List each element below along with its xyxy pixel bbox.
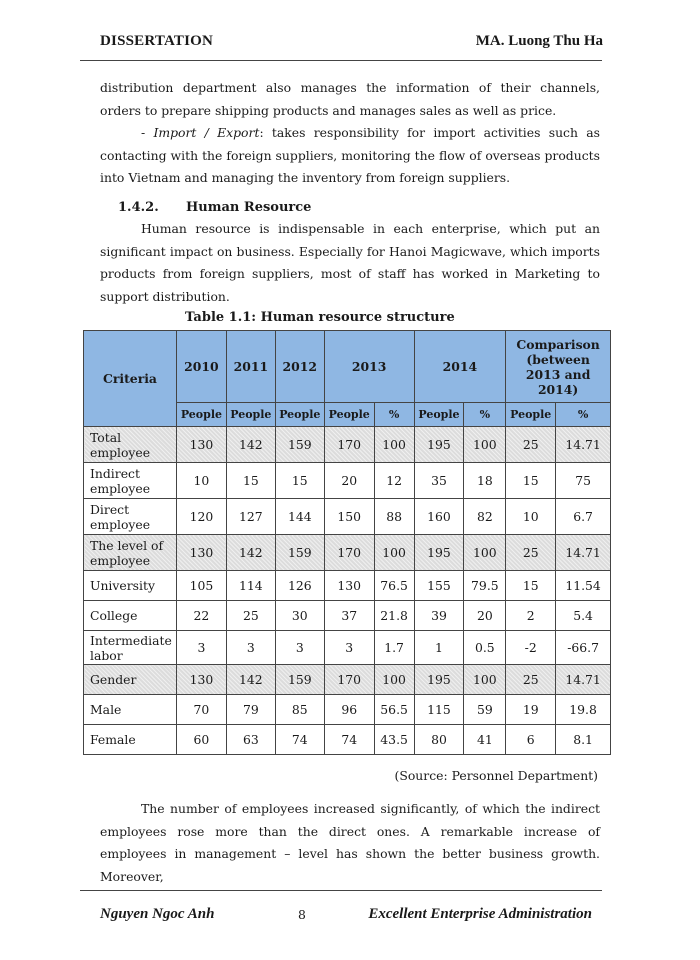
table-cell: 100 <box>374 665 414 695</box>
paragraph-import-export-text: : takes responsibility for import activities such as contacting with the foreign suppliers, monitoring the flow of overseas products into Vietnam and managing the inventory from foreign suppliers. <box>100 125 600 185</box>
table-row <box>84 695 611 725</box>
table-cell: 1 <box>414 631 464 665</box>
table-cell: 20 <box>324 463 374 499</box>
subheader-cell: People <box>275 403 324 427</box>
table-cell: 74 <box>324 725 374 755</box>
table-cell: 79 <box>226 695 275 725</box>
table-cell: 15 <box>226 463 275 499</box>
table-source: (Source: Personnel Department) <box>394 768 598 783</box>
table-cell: 100 <box>374 535 414 571</box>
table-cell: 14.71 <box>556 427 611 463</box>
subheader-cell: People <box>226 403 275 427</box>
row-label: Direct employee <box>84 499 177 535</box>
paragraph-employees: The number of employees increased significantly, of which the indirect employees rose more than the direct ones. A remarkable increase of employees in management – level has shown the better business growth. Moreover, <box>100 801 600 884</box>
table-cell: 3 <box>324 631 374 665</box>
table-cell: 2 <box>506 601 556 631</box>
paragraph-human-resource: Human resource is indispensable in each enterprise, which put an significant impact on business. Especially for Hanoi Magicwave, which imports products from foreign suppliers, most of staff has worked in Marketing to support distribution. <box>100 221 600 304</box>
table-cell: 15 <box>506 463 556 499</box>
table-row <box>84 601 611 631</box>
table-cell: 14.71 <box>556 535 611 571</box>
table-row <box>84 665 611 695</box>
table-cell: 195 <box>414 535 464 571</box>
header-title: DISSERTATION <box>100 33 214 49</box>
table-cell: 120 <box>176 499 226 535</box>
table-cell: 30 <box>275 601 324 631</box>
table-cell: 170 <box>324 665 374 695</box>
table-row <box>84 571 611 601</box>
subheader-cell: People <box>506 403 556 427</box>
table-cell: 74 <box>275 725 324 755</box>
header-author: MA. Luong Thu Ha <box>475 33 603 49</box>
table-cell: 130 <box>176 535 226 571</box>
table-cell: 159 <box>275 665 324 695</box>
page-number: 8 <box>298 907 306 922</box>
table-cell: 1.7 <box>374 631 414 665</box>
header-2010: 2010 <box>176 331 226 403</box>
table-cell: 115 <box>414 695 464 725</box>
table-cell: 59 <box>464 695 506 725</box>
table-cell: 18 <box>464 463 506 499</box>
table-cell: 142 <box>226 535 275 571</box>
row-label: Gender <box>84 665 177 695</box>
subheader-cell: People <box>414 403 464 427</box>
table-cell: 100 <box>374 427 414 463</box>
table-row <box>84 535 611 571</box>
table-cell: -66.7 <box>556 631 611 665</box>
table-header-row <box>84 331 611 403</box>
table-cell: 75 <box>556 463 611 499</box>
table-cell: 15 <box>275 463 324 499</box>
table-cell: 10 <box>506 499 556 535</box>
subheader-cell: % <box>556 403 611 427</box>
table-cell: 195 <box>414 427 464 463</box>
paragraph-distribution: distribution department also manages the information of their channels, orders to prepare shipping products and manages sales as well as price. <box>100 80 600 118</box>
table-cell: 56.5 <box>374 695 414 725</box>
footer-divider <box>80 890 602 891</box>
table-cell: 159 <box>275 535 324 571</box>
row-label: Total employee <box>84 427 177 463</box>
table-cell: 130 <box>324 571 374 601</box>
table-cell: 5.4 <box>556 601 611 631</box>
table-cell: 142 <box>226 427 275 463</box>
table-row <box>84 427 611 463</box>
table-row <box>84 631 611 665</box>
table-cell: 22 <box>176 601 226 631</box>
header-comparison: Comparison (between 2013 and 2014) <box>506 331 611 403</box>
table-cell: 96 <box>324 695 374 725</box>
table-cell: 10 <box>176 463 226 499</box>
table-row <box>84 463 611 499</box>
table-cell: 100 <box>464 535 506 571</box>
table-cell: 160 <box>414 499 464 535</box>
header-2014: 2014 <box>414 331 506 403</box>
table-cell: 6.7 <box>556 499 611 535</box>
table-cell: 14.71 <box>556 665 611 695</box>
header-2011: 2011 <box>226 331 275 403</box>
table-cell: 159 <box>275 427 324 463</box>
table-cell: 3 <box>176 631 226 665</box>
table-cell: 25 <box>226 601 275 631</box>
row-label: Intermediate labor <box>84 631 177 665</box>
table-cell: 12 <box>374 463 414 499</box>
table-cell: 8.1 <box>556 725 611 755</box>
header-2013: 2013 <box>324 331 414 403</box>
table-cell: 19 <box>506 695 556 725</box>
table-cell: 155 <box>414 571 464 601</box>
row-label: Female <box>84 725 177 755</box>
table-cell: 20 <box>464 601 506 631</box>
subheader-cell: People <box>176 403 226 427</box>
table-row <box>84 725 611 755</box>
table-cell: 0.5 <box>464 631 506 665</box>
section-heading <box>118 200 311 215</box>
table-cell: 6 <box>506 725 556 755</box>
table-row <box>84 499 611 535</box>
table-cell: 105 <box>176 571 226 601</box>
section-number: 1.4.2. <box>118 200 159 215</box>
row-label: Indirect employee <box>84 463 177 499</box>
table-cell: 150 <box>324 499 374 535</box>
header-divider <box>80 60 602 61</box>
table-cell: 15 <box>506 571 556 601</box>
table-cell: 127 <box>226 499 275 535</box>
subheader-cell: People <box>324 403 374 427</box>
table-cell: 144 <box>275 499 324 535</box>
table-cell: 130 <box>176 427 226 463</box>
table-cell: 39 <box>414 601 464 631</box>
subheader-cell: % <box>464 403 506 427</box>
table-cell: 25 <box>506 427 556 463</box>
subheader-cell: % <box>374 403 414 427</box>
table-cell: 142 <box>226 665 275 695</box>
table-cell: 100 <box>464 427 506 463</box>
table-cell: 3 <box>226 631 275 665</box>
table-cell: -2 <box>506 631 556 665</box>
table-cell: 170 <box>324 427 374 463</box>
table-cell: 88 <box>374 499 414 535</box>
table-cell: 126 <box>275 571 324 601</box>
table-cell: 80 <box>414 725 464 755</box>
table-cell: 76.5 <box>374 571 414 601</box>
section-title: Human Resource <box>186 200 312 215</box>
paragraph-import-export <box>100 122 600 190</box>
row-label: The level of employee <box>84 535 177 571</box>
table-caption: Table 1.1: Human resource structure <box>185 310 455 325</box>
table-cell: 60 <box>176 725 226 755</box>
footer-student: Nguyen Ngoc Anh <box>100 906 215 922</box>
table-cell: 35 <box>414 463 464 499</box>
footer-program: Excellent Enterprise Administration <box>368 906 592 922</box>
bullet-dash: - <box>141 125 146 140</box>
term-import-export: Import / Export <box>153 125 260 140</box>
row-label: College <box>84 601 177 631</box>
header-criteria: Criteria <box>84 331 177 427</box>
table-cell: 85 <box>275 695 324 725</box>
table-cell: 25 <box>506 665 556 695</box>
table-cell: 79.5 <box>464 571 506 601</box>
table-cell: 130 <box>176 665 226 695</box>
table-cell: 21.8 <box>374 601 414 631</box>
table-cell: 170 <box>324 535 374 571</box>
row-label: University <box>84 571 177 601</box>
human-resource-table <box>83 330 611 755</box>
row-label: Male <box>84 695 177 725</box>
table-cell: 43.5 <box>374 725 414 755</box>
table-cell: 41 <box>464 725 506 755</box>
table-cell: 195 <box>414 665 464 695</box>
table-cell: 82 <box>464 499 506 535</box>
table-cell: 63 <box>226 725 275 755</box>
table-cell: 114 <box>226 571 275 601</box>
table-cell: 19.8 <box>556 695 611 725</box>
table-cell: 70 <box>176 695 226 725</box>
table-cell: 37 <box>324 601 374 631</box>
table-cell: 11.54 <box>556 571 611 601</box>
table-cell: 100 <box>464 665 506 695</box>
header-2012: 2012 <box>275 331 324 403</box>
table-body <box>84 427 611 755</box>
table-cell: 3 <box>275 631 324 665</box>
table-cell: 25 <box>506 535 556 571</box>
